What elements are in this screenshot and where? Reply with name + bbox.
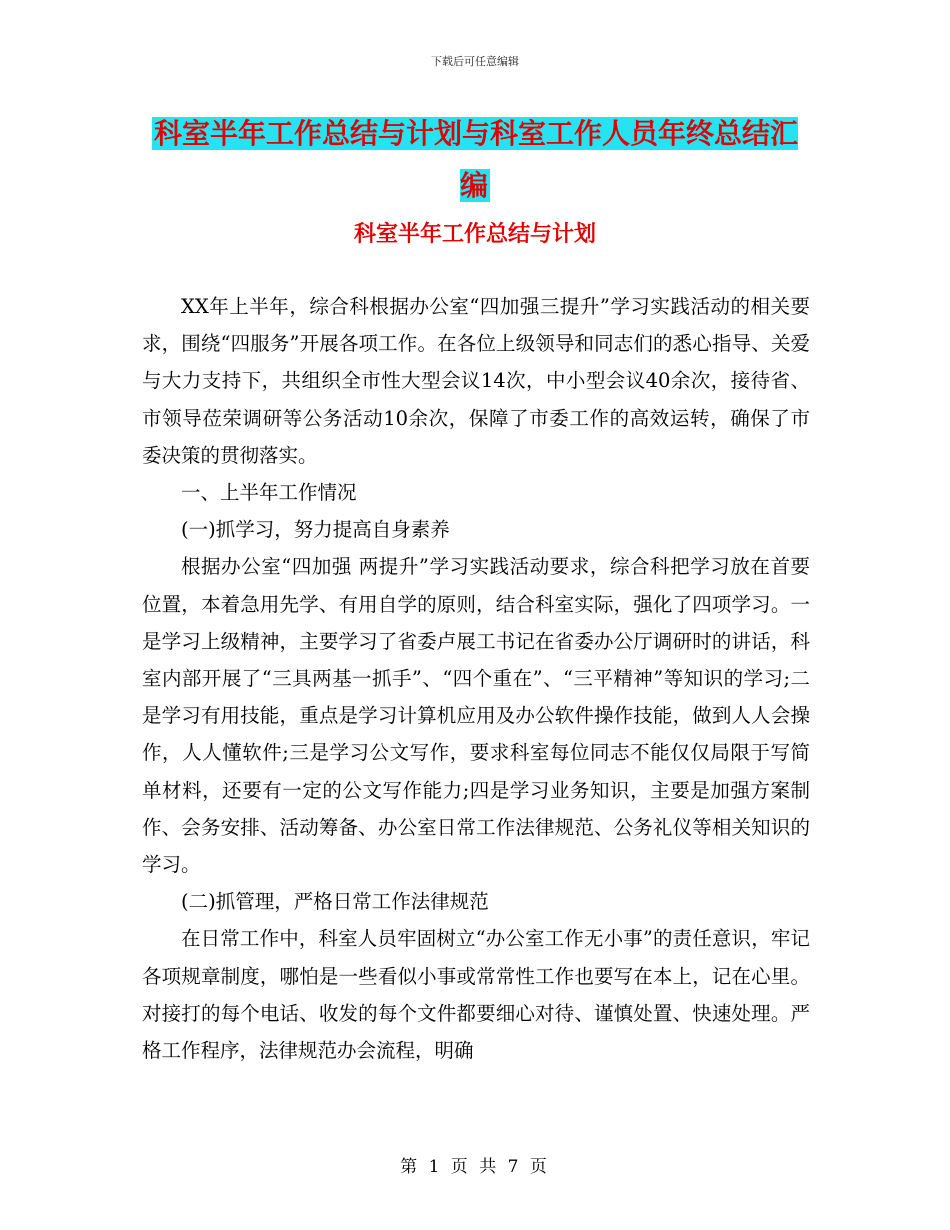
document-title-text: 科室半年工作总结与计划与科室工作人员年终总结汇编 bbox=[153, 117, 798, 202]
paragraph-subheading-1: (一)抓学习，努力提高自身素养 bbox=[181, 518, 450, 542]
paragraph-study: 根据办公室“四加强 两提升”学习实践活动要求，综合科把学习放在首要位置，本着急用先学、有用自学的原则，结合科室实际，强化了四项学习。一是学习上级精神，主要学习了省委卢展工书记在省委办公厅调研时的讲话，科室内部开展了“三具两基一抓手”、“四个重在”、“三平精神”等知识的学习;二是学习有用技能，重点是学习计算机应用及办公软件操作技能，做到人人会操作，人人懂软件;三是学习公文写作，要求科室每位同志不能仅仅局限于写简单材料，还要有一定的公文写作能力;四是学习业务知识，主要是加强方案制作、会务安排、活动筹备、办公室日常工作法律规范、公务礼仪等相关知识的学习。 bbox=[142, 555, 810, 877]
paragraph-intro: XX年上半年，综合科根据办公室“四加强三提升”学习实践活动的相关要求，围绕“四服务”开展各项工作。在各位上级领导和同志们的悉心指导、关爱与大力支持下，共组织全市性大型会议14次，中小型会议40余次，接待省、市领导莅荣调研等公务活动10余次，保障了市委工作的高效运转，确保了市委决策的贯彻落实。 bbox=[142, 295, 810, 467]
body-text bbox=[142, 288, 810, 1069]
paragraph-heading-1: 一、上半年工作情况 bbox=[181, 481, 357, 505]
paragraph-management: 在日常工作中，科室人员牢固树立“办公室工作无小事”的责任意识，牢记各项规章制度，哪怕是一些看似小事或常常性工作也要写在本上，记在心里。对接打的每个电话、收发的每个文件都要细心对待、谨慎处置、快速处理。严格工作程序，法律规范办会流程，明确 bbox=[142, 927, 810, 1063]
document-title bbox=[145, 108, 805, 212]
header-note: 下载后可任意编辑 bbox=[431, 55, 519, 68]
paragraph-subheading-2: (二)抓管理，严格日常工作法律规范 bbox=[181, 890, 489, 914]
page-footer: 第 1 页 共 7 页 bbox=[400, 1157, 550, 1177]
section-title: 科室半年工作总结与计划 bbox=[353, 222, 596, 247]
